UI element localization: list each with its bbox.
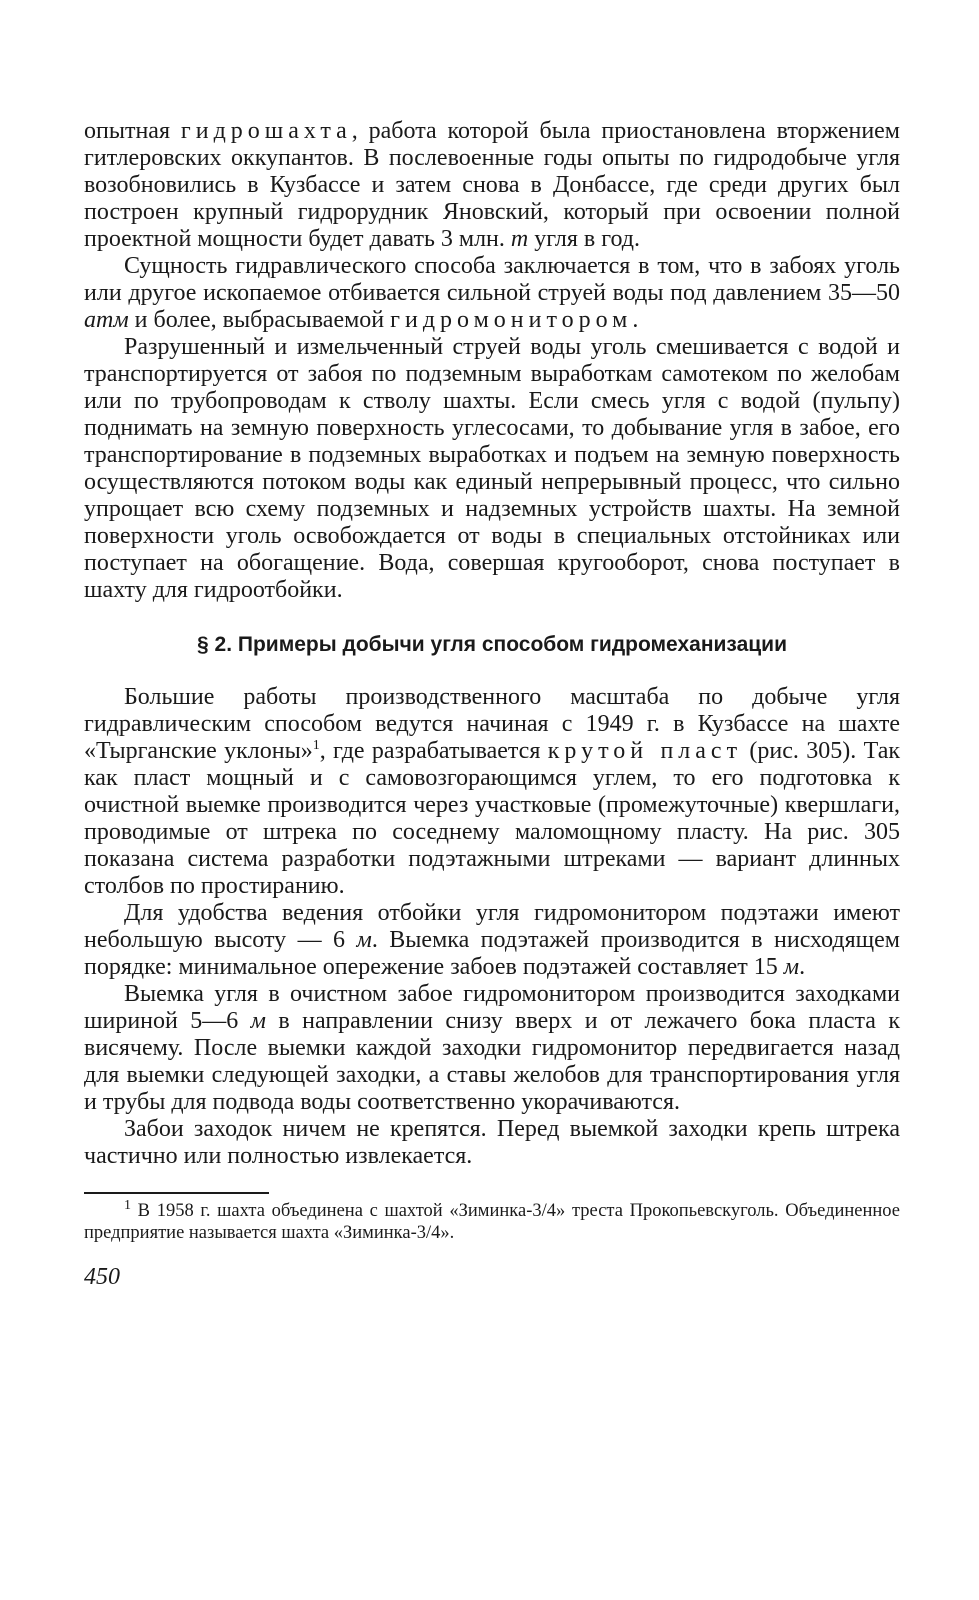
footnote (84, 1197, 900, 1244)
paragraph-5 (84, 900, 900, 981)
paragraph-1 (84, 118, 900, 253)
paragraph-6 (84, 981, 900, 1116)
spaced-term: гидромонитором (390, 307, 633, 333)
unit: атм (84, 307, 129, 333)
text: , где разрабатывается (319, 738, 548, 764)
unit: м (356, 927, 372, 953)
unit: м (783, 954, 800, 980)
unit: т (510, 226, 529, 252)
text: угля в год. (528, 226, 640, 252)
text: и более, выбрасываемой (128, 307, 391, 333)
spaced-term: крутой пласт (547, 738, 743, 764)
footnote-divider (84, 1192, 269, 1194)
footnote-ref: 1 (312, 738, 320, 753)
footnote-marker: 1 (124, 1197, 131, 1213)
section-heading: § 2. Примеры добычи угля способом гидромеханизации (197, 633, 787, 656)
text: . Выемка подэтажей производится в нисходящем порядке: минимальное опережение забоев подэтажей составляет 15 (84, 927, 900, 980)
text: Большие работы производственного масштаба по добыче угля гидравлическим способом ведутся начиная с 1949 г. в Кузбассе на шахте «Тырганские уклоны» (84, 684, 900, 764)
paragraph-4 (84, 684, 900, 900)
unit: м (250, 1008, 266, 1034)
page-number: 450 (84, 1264, 120, 1290)
paragraph-7: Забои заходок ничем не крепятся. Перед выемкой заходки крепь штрека частично или полностью извлекается. (84, 1116, 900, 1169)
paragraph-3: Разрушенный и измельченный струей воды уголь смешивается с водой и транспортируется от забоя по подземным выработкам самотеком по желобам или по трубопроводам к стволу шахты. Если смесь угля с водой (пульпу) поднимать на земную поверхность углесосами, то добывание угля в забое, его транспортирование в подземных выработках и подъем на земную поверхность осуществляются потоком воды как единый непрерывный процесс, что сильно упрощает всю схему подземных и надземных устройств шахты. На земной поверхности уголь освобождается от воды в специальных отстойниках или поступает на обогащение. Вода, совершая кругооборот, снова поступает в шахту для гидроотбойки. (84, 334, 900, 603)
paragraph-2 (84, 253, 900, 334)
text: . (632, 307, 639, 333)
footnote-text: В 1958 г. шахта объединена с шахтой «Зиминка-3/4» треста Прокопьевскуголь. Объединенное предприятие называется шахта «Зиминка-3/4». (84, 1201, 900, 1243)
text: Выемка угля в очистном забое гидромонитором производится заходками шириной 5—6 (84, 981, 900, 1034)
text: (рис. 305). Так как пласт мощный и с самовозгорающимся углем, то его подготовка к очистной выемке производится через участковые (промежуточные) квершлаги, проводимые от штрека по соседнему маломощному пласту. На рис. 305 показана система разработки подэтажными штреками — вариант длинных столбов по простиранию. (84, 738, 901, 899)
text: Сущность гидравлического способа заключается в том, что в забоях уголь или другое ископаемое отбивается сильной струей воды под давлением 35—50 (84, 253, 900, 306)
text: Для удобства ведения отбойки угля гидромонитором подэтажи имеют небольшую высоту — 6 (84, 900, 900, 953)
page-body (84, 118, 900, 1291)
text: . (799, 954, 806, 980)
text: опытная (84, 118, 181, 144)
text: в направлении снизу вверх и от лежачего бока пласта к висячему. После выемки каждой заходки гидромонитор передвигается назад для выемки следующей заходки, а ставы желобов для транспортирования угля и трубы для подвода воды соответственно укорачиваются. (84, 1008, 900, 1115)
text: , работа которой была приостановлена вторжением гитлеровских оккупантов. В послевоенные годы опыты по гидродобыче угля возобновились в Кузбассе и затем снова в Донбассе, где среди других был построен крупный гидрорудник Яновский, который при освоении полной проектной мощности будет давать 3 млн. (84, 118, 900, 252)
spaced-term: гидрошахта (180, 118, 352, 144)
